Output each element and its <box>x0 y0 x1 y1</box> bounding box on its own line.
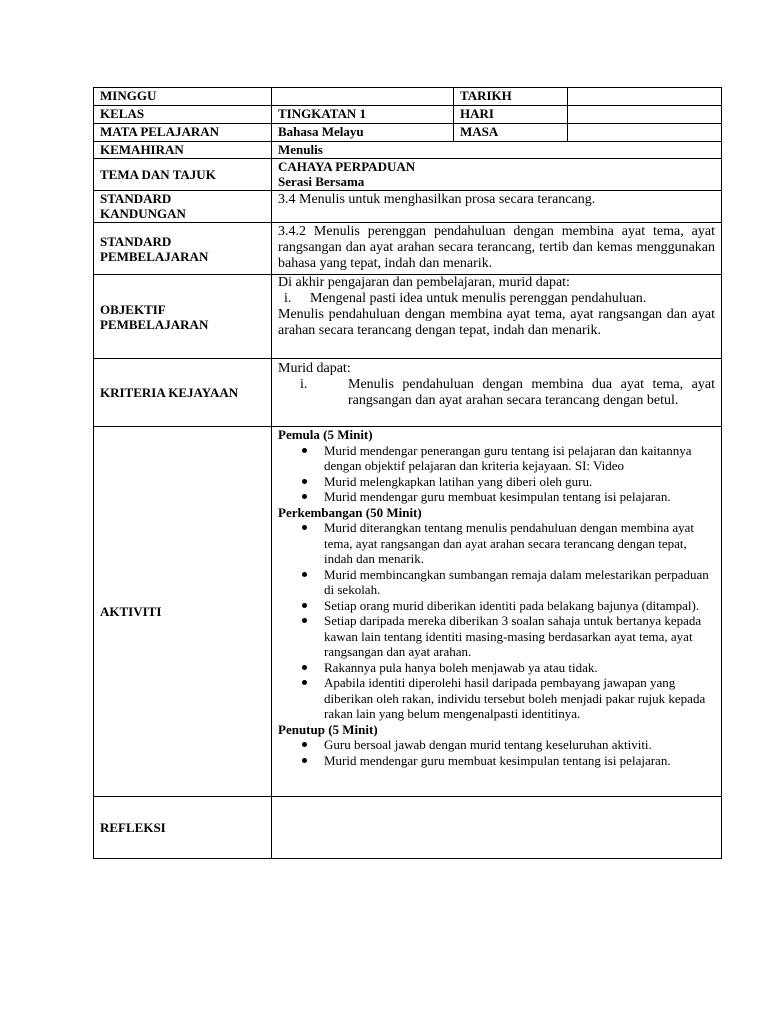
objektif-content <box>272 275 722 359</box>
kriteria-intro: Murid dapat: <box>278 361 351 376</box>
kelas-value: TINGKATAN 1 <box>272 106 454 124</box>
kriteria-item-text: Menulis pendahuluan dengan membina dua ayat tema, ayat rangsangan dan ayat arahan secara terancang dengan betul. <box>348 377 715 408</box>
list-item: Murid mendengar guru membuat kesimpulan tentang isi pelajaran. <box>324 753 715 769</box>
standard-pembelajaran-label <box>94 223 272 275</box>
hari-label: HARI <box>454 106 568 124</box>
row-kriteria <box>94 359 722 427</box>
subject-value: Bahasa Melayu <box>272 124 454 142</box>
list-item: Murid membincangkan sumbangan remaja dalam melestarikan perpaduan di sekolah. <box>324 567 715 598</box>
tema-value <box>272 159 722 191</box>
row-aktiviti <box>94 427 722 797</box>
minggu-value[interactable] <box>272 88 454 106</box>
pemula-list <box>278 443 715 505</box>
list-item: Setiap daripada mereka diberikan 3 soalan sahaja untuk bertanya kepada kawan lain tentang identiti masing-masing berdasarkan ayat tema, ayat rangsangan dan ayat arahan. <box>324 613 715 660</box>
perkembangan-title: Perkembangan (50 Minit) <box>278 504 422 520</box>
mata-pelajaran-label: MATA PELAJARAN <box>94 124 272 142</box>
kriteria-item-number: i. <box>300 377 308 392</box>
tema-label: TEMA DAN TAJUK <box>94 159 272 191</box>
kemahiran-value: Menulis <box>272 142 722 159</box>
standard-kandungan-label <box>94 191 272 223</box>
tajuk-title: Serasi Bersama <box>278 174 365 189</box>
row-objektif <box>94 275 722 359</box>
row-mata-pelajaran <box>94 124 722 142</box>
row-minggu <box>94 88 722 106</box>
row-refleksi <box>94 797 722 859</box>
objektif-intro: Di akhir pengajaran dan pembelajaran, murid dapat: <box>278 275 570 290</box>
list-item: Setiap orang murid diberikan identiti pada belakang bajunya (ditampal). <box>324 598 715 614</box>
row-kemahiran <box>94 142 722 159</box>
pemula-title: Pemula (5 Minit) <box>278 427 373 442</box>
masa-label: MASA <box>454 124 568 142</box>
objektif-label-line2: PEMBELAJARAN <box>100 316 209 332</box>
objektif-item-text: Mengenal pasti idea untuk menulis perenggan pendahuluan. <box>310 291 647 306</box>
minggu-label: MINGGU <box>94 88 272 106</box>
objektif-item <box>278 291 715 307</box>
hari-value[interactable] <box>568 106 722 124</box>
list-item: Murid diterangkan tentang menulis pendahuluan dengan membina ayat tema, ayat rangsangan dan ayat arahan secara terancang dengan tepat, indah dan menarik. <box>324 520 715 567</box>
penutup-title: Penutup (5 Minit) <box>278 721 378 737</box>
standard-kandungan-text: 3.4 Menulis untuk menghasilkan prosa secara terancang. <box>272 191 722 223</box>
list-item: Murid melengkapkan latihan yang diberi oleh guru. <box>324 474 715 490</box>
standard-pembelajaran-text: 3.4.2 Menulis perenggan pendahuluan dengan membina ayat tema, ayat rangsangan dan ayat arahan secara terancang, tertib dan kemas menggunakan bahasa yang tepat, indah dan menarik. <box>272 223 722 275</box>
tarikh-label: TARIKH <box>454 88 568 106</box>
objektif-paragraph: Menulis pendahuluan dengan membina ayat tema, ayat rangsangan dan ayat arahan secara terancang dengan tepat, indah dan menarik. <box>278 307 715 338</box>
list-item: Murid mendengar guru membuat kesimpulan tentang isi pelajaran. <box>324 489 715 505</box>
kemahiran-label: KEMAHIRAN <box>94 142 272 159</box>
objektif-label-line1: OBJEKTIF <box>100 301 166 317</box>
row-standard-pembelajaran <box>94 223 722 275</box>
kriteria-label: KRITERIA KEJAYAAN <box>94 359 272 427</box>
list-item: Apabila identiti diperolehi hasil daripada pembayang jawapan yang diberikan oleh rakan, individu tersebut boleh menjadi pakar rujuk kepada rakan lain yang belum mengenalpasti identitinya. <box>324 675 715 722</box>
objektif-label <box>94 275 272 359</box>
refleksi-value[interactable] <box>272 797 722 859</box>
masa-value[interactable] <box>568 124 722 142</box>
kriteria-item <box>278 377 715 409</box>
tarikh-value[interactable] <box>568 88 722 106</box>
sk-label-line1: STANDARD <box>100 191 172 206</box>
list-item: Guru bersoal jawab dengan murid tentang keseluruhan aktiviti. <box>324 737 715 753</box>
list-item: Murid mendengar penerangan guru tentang isi pelajaran dan kaitannya dengan objektif pelajaran dan kriteria kejayaan. SI: Video <box>324 443 715 474</box>
tema-title: CAHAYA PERPADUAN <box>278 159 416 174</box>
sp-label-line2: PEMBELAJARAN <box>100 248 209 264</box>
kriteria-content <box>272 359 722 427</box>
row-kelas <box>94 106 722 124</box>
aktiviti-label: AKTIVITI <box>94 427 272 797</box>
objektif-item-number: i. <box>284 291 292 306</box>
sp-label-line1: STANDARD <box>100 233 172 249</box>
row-standard-kandungan <box>94 191 722 223</box>
lesson-plan-table <box>93 87 722 859</box>
kelas-label: KELAS <box>94 106 272 124</box>
sk-label-line2: KANDUNGAN <box>100 206 186 221</box>
list-item: Rakannya pula hanya boleh menjawab ya atau tidak. <box>324 660 715 676</box>
row-tema <box>94 159 722 191</box>
penutup-list <box>278 737 715 768</box>
aktiviti-content <box>272 427 722 797</box>
refleksi-label: REFLEKSI <box>94 797 272 859</box>
perkembangan-list <box>278 520 715 722</box>
